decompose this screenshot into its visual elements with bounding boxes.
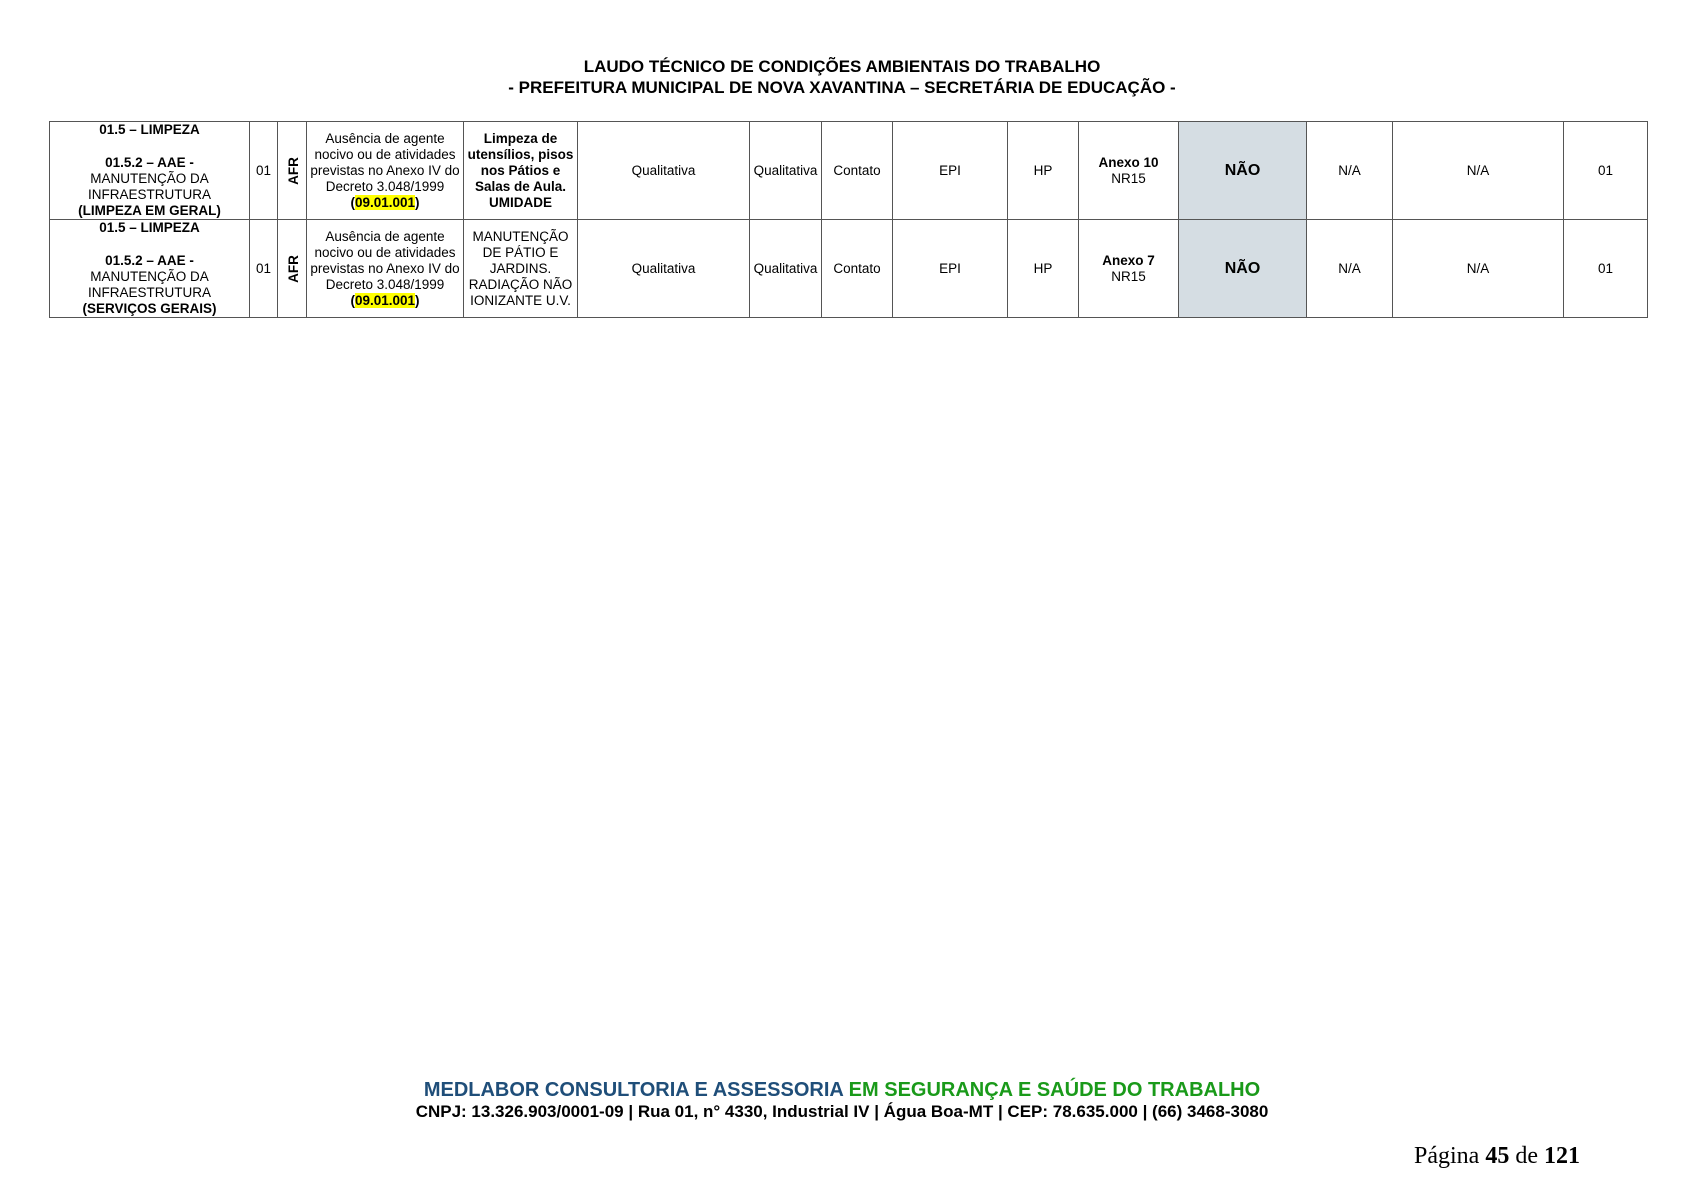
result-cell: NÃO bbox=[1179, 220, 1307, 318]
method-cell: Qualitativa bbox=[750, 122, 822, 220]
activity-cell: Limpeza de utensílios, pisos nos Pátios e Salas de Aula. UMIDADE bbox=[464, 122, 578, 220]
employee-count-cell: 01 bbox=[250, 122, 278, 220]
activity-cell: MANUTENÇÃO DE PÁTIO E JARDINS. RADIAÇÃO NÃO IONIZANTE U.V. bbox=[464, 220, 578, 318]
function-code: 01.5.2 – AAE - bbox=[105, 253, 194, 268]
function-sector: 01.5 – LIMPEZA bbox=[99, 122, 200, 137]
evaluation-cell: Qualitativa bbox=[578, 122, 750, 220]
table-row bbox=[50, 122, 1648, 220]
exposure-cell: Contato bbox=[822, 122, 893, 220]
na-cell-1: N/A bbox=[1307, 122, 1393, 220]
protection-cell: EPI bbox=[893, 122, 1008, 220]
risk-code: AFR bbox=[285, 254, 301, 283]
agent-code-line: (09.01.001) bbox=[350, 194, 420, 210]
annex-number: Anexo 7 bbox=[1102, 252, 1155, 268]
function-name-2: INFRAESTRUTURA bbox=[87, 285, 211, 300]
protection-cell: EPI bbox=[893, 220, 1008, 318]
agent-cell bbox=[307, 220, 464, 318]
document-header bbox=[0, 56, 1684, 98]
function-subtitle: (SERVIÇOS GERAIS) bbox=[82, 301, 217, 316]
evaluation-cell: Qualitativa bbox=[578, 220, 750, 318]
page-number: Página 45 de 121 bbox=[1414, 1143, 1580, 1169]
function-name-2: INFRAESTRUTURA bbox=[87, 187, 211, 202]
header-subtitle: - PREFEITURA MUNICIPAL DE NOVA XAVANTINA – SECRETÁRIA DE EDUCAÇÃO - bbox=[508, 78, 1176, 97]
code-cell bbox=[278, 122, 307, 220]
exposure-cell: Contato bbox=[822, 220, 893, 318]
agent-description: Ausência de agente nocivo ou de atividades previstas no Anexo IV do Decreto 3.048/1999 bbox=[310, 228, 460, 292]
result-cell: NÃO bbox=[1179, 122, 1307, 220]
agent-code-line: (09.01.001) bbox=[350, 292, 420, 308]
annex-cell bbox=[1079, 122, 1179, 220]
function-name-1: MANUTENÇÃO DA bbox=[90, 269, 209, 284]
function-cell bbox=[50, 122, 250, 220]
function-name-1: MANUTENÇÃO DA bbox=[90, 171, 209, 186]
na-cell-2: N/A bbox=[1393, 220, 1564, 318]
footer-company-name: MEDLABOR CONSULTORIA E ASSESSORIA bbox=[423, 1079, 844, 1101]
agent-cell bbox=[307, 122, 464, 220]
agent-description: Ausência de agente nocivo ou de atividades previstas no Anexo IV do Decreto 3.048/1999 bbox=[310, 130, 460, 194]
method-cell: Qualitativa bbox=[750, 220, 822, 318]
risk-code: AFR bbox=[285, 156, 301, 185]
hp-cell: HP bbox=[1008, 122, 1079, 220]
na-cell-1: N/A bbox=[1307, 220, 1393, 318]
header-title: LAUDO TÉCNICO DE CONDIÇÕES AMBIENTAIS DO TRABALHO bbox=[583, 57, 1101, 76]
function-subtitle: (LIMPEZA EM GERAL) bbox=[78, 203, 221, 218]
agent-code: 09.01.001 bbox=[354, 292, 416, 308]
last-cell: 01 bbox=[1564, 220, 1648, 318]
agent-code: 09.01.001 bbox=[354, 194, 416, 210]
annex-cell bbox=[1079, 220, 1179, 318]
code-cell bbox=[278, 220, 307, 318]
last-cell: 01 bbox=[1564, 122, 1648, 220]
footer-company bbox=[0, 1078, 1684, 1102]
annex-number: Anexo 10 bbox=[1098, 154, 1159, 170]
table-row bbox=[50, 220, 1648, 318]
function-code: 01.5.2 – AAE - bbox=[105, 155, 194, 170]
na-cell-2: N/A bbox=[1393, 122, 1564, 220]
annex-norm: NR15 bbox=[1111, 170, 1146, 186]
annex-norm: NR15 bbox=[1111, 268, 1146, 284]
function-cell bbox=[50, 220, 250, 318]
footer-company-tagline: EM SEGURANÇA E SAÚDE DO TRABALHO bbox=[848, 1079, 1261, 1101]
function-sector: 01.5 – LIMPEZA bbox=[99, 220, 200, 235]
employee-count-cell: 01 bbox=[250, 220, 278, 318]
hp-cell: HP bbox=[1008, 220, 1079, 318]
footer-address: CNPJ: 13.326.903/0001-09 | Rua 01, n° 4330, Industrial IV | Água Boa-MT | CEP: 78.635.000 | (66) 3468-3080 bbox=[415, 1102, 1269, 1121]
risk-table bbox=[49, 121, 1648, 318]
